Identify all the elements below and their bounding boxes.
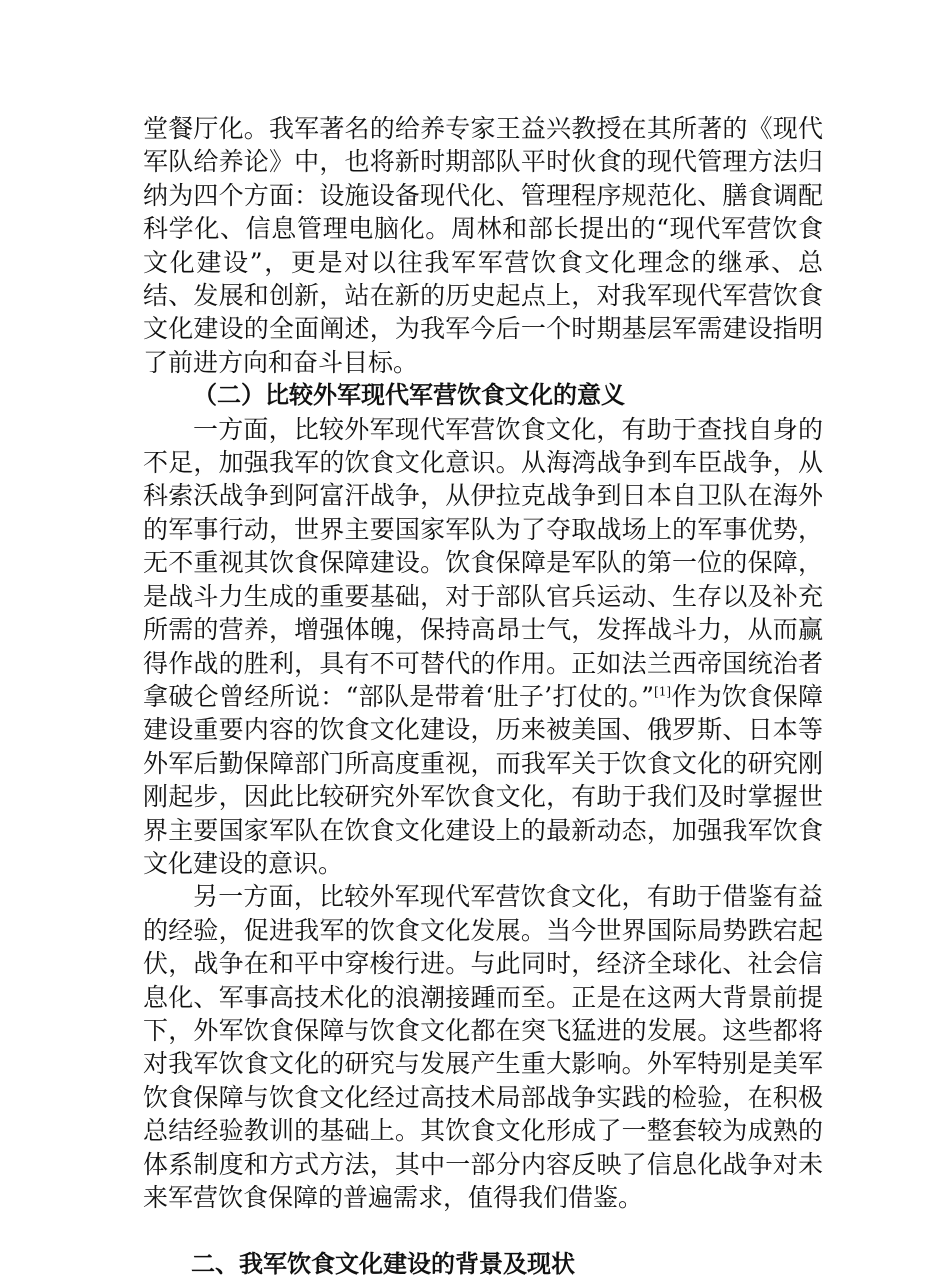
body-paragraph: 堂餐厅化。我军著名的给养专家王益兴教授在其所著的《现代军队给养论》中，也将新时期部队平时伙食的现代管理方法归纳为四个方面：设施设备现代化、管理程序规范化、膳食调配科学化、信息管理电脑化。周林和部长提出的“现代军营饮食文化建设”，更是对以往我军军营饮食文化理念的继承、总结、发展和创新，站在新的历史起点上，对我军现代军营饮食文化建设的全面阐述，为我军今后一个时期基层军需建设指明了前进方向和奋斗目标。 — [143, 114, 823, 377]
document-page — [143, 112, 823, 1281]
subsection-heading: （二）比较外军现代军营饮食文化的意义 — [193, 381, 625, 410]
body-paragraph: 另一方面，比较外军现代军营饮食文化，有助于借鉴有益的经验，促进我军的饮食文化发展。当今世界国际局势跌宕起伏，战争在和平中穿梭行进。与此同时，经济全球化、社会信息化、军事高技术化的浪潮接踵而至。正是在这两大背景前提下，外军饮食保障与饮食文化都在突飞猛进的发展。这些都将对我军饮食文化的研究与发展产生重大影响。外军特别是美军饮食保障与饮食文化经过高技术局部战争实践的检验，在积极总结经验教训的基础上。其饮食文化形成了一整套较为成熟的体系制度和方式方法，其中一部分内容反映了信息化战争对未来军营饮食保障的普遍需求，值得我们借鉴。 — [143, 882, 823, 1212]
body-paragraph — [143, 413, 823, 881]
paragraph-text-before-footnote: 一方面，比较外军现代军营饮食文化，有助于查找自身的不足，加强我军的饮食文化意识。从海湾战争到车臣战争，从科索沃战争到阿富汗战争，从伊拉克战争到日本自卫队在海外的军事行动，世界主要国家军队为了夺取战场上的军事优势，无不重视其饮食保障建设。饮食保障是军队的第一位的保障，是战斗力生成的重要基础，对于部队官兵运动、生存以及补充所需的营养，增强体魄，保持高昂士气，发挥战斗力，从而赢得作战的胜利，具有不可替代的作用。正如法兰西帝国统治者拿破仑曾经所说：“部队是带着‘肚子’打仗的。” — [143, 414, 823, 711]
section-heading: 二、我军饮食文化建设的背景及现状 — [191, 1250, 575, 1279]
footnote-marker[interactable]: [1] — [654, 684, 672, 699]
paragraph-text-after-footnote: 作为饮食保障建设重要内容的饮食文化建设，历来被美国、俄罗斯、日本等外军后勤保障部门所高度重视，而我军关于饮食文化的研究刚刚起步，因此比较研究外军饮食文化，有助于我们及时掌握世界主要国家军队在饮食文化建设上的最新动态，加强我军饮食文化建设的意识。 — [143, 681, 823, 878]
